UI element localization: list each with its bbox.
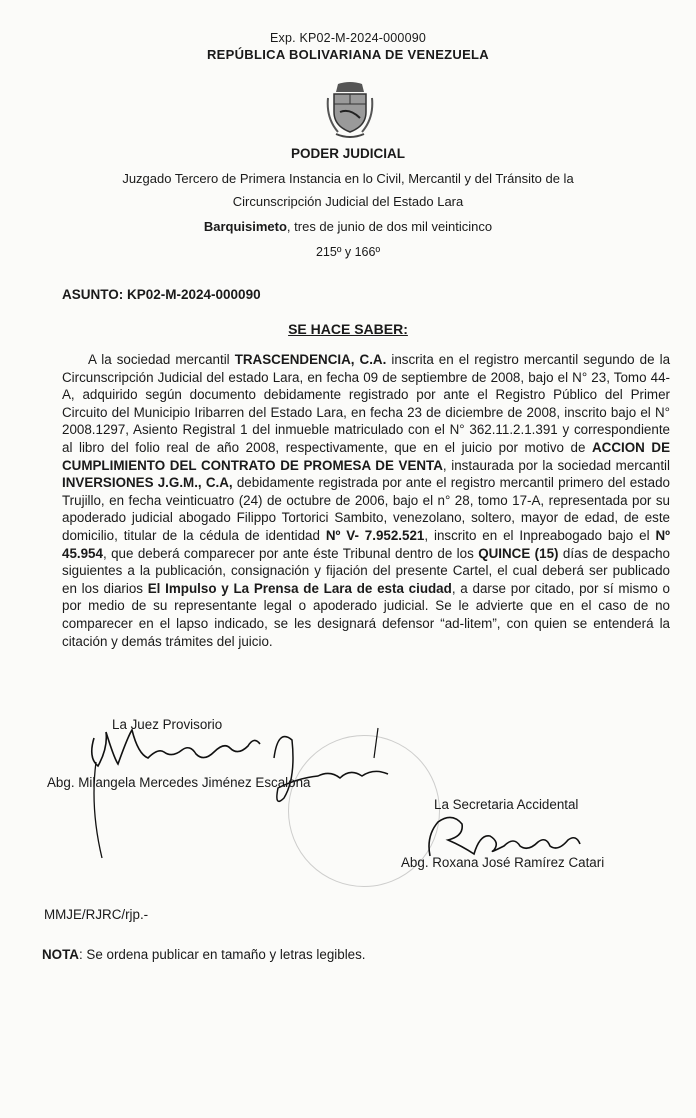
republic-heading: REPÚBLICA BOLIVARIANA DE VENEZUELA	[206, 47, 489, 62]
id-number: Nº V- 7.952.521	[325, 527, 425, 543]
notice-paragraph	[62, 351, 670, 650]
coat-of-arms-icon	[322, 78, 378, 140]
handwritten-signature-icon	[78, 718, 398, 868]
poder-judicial-heading: PODER JUDICIAL	[290, 146, 405, 161]
nota-text: : Se ordena publicar en tamaño y letras legibles.	[78, 947, 366, 962]
judge-title: La Juez Provisorio	[112, 717, 223, 732]
asunto-line: ASUNTO: KP02-M-2024-000090	[62, 287, 261, 302]
judge-name: Abg. Milangela Mercedes Jiménez Escalona	[47, 775, 311, 790]
plaintiff-name: INVERSIONES J.G.M., C.A,	[62, 475, 233, 491]
action-title: ACCION DE CUMPLIMIENTO DEL CONTRATO DE PROMESA DE VENTA	[62, 439, 670, 473]
date-text: , tres de junio de dos mil veinticinco	[286, 219, 493, 234]
se-hace-saber-heading: SE HACE SABER:	[288, 321, 408, 337]
secretary-title: La Secretaria Accidental	[434, 797, 579, 812]
expediente-number: Exp. KP02-M-2024-000090	[269, 31, 427, 45]
body-text-5: , inscrito en el Inpreabogado bajo el	[424, 527, 656, 543]
body-text-3: , instaurada por la sociedad mercantil	[442, 457, 670, 473]
days-count: QUINCE (15)	[478, 545, 559, 561]
body-text-8: , a darse por citado, por sí mismo o por medio de su representante legal o apoderado judicial. Se le advierte que en el caso de no comparecer en el lapso indicado, se les designará defensor “ad-litem”, con quien se entenderá la citación y demás trámites del juicio.	[62, 580, 671, 649]
notice-body	[62, 351, 670, 650]
company-name: TRASCENDENCIA, C.A.	[234, 352, 387, 367]
city-date-line	[0, 219, 696, 234]
city-name: Barquisimeto	[203, 219, 287, 234]
reference-initials: MMJE/RJRC/rjp.-	[44, 907, 149, 922]
nota-line	[42, 947, 366, 962]
body-text-6: , que deberá comparecer por ante éste Tribunal dentro de los	[102, 545, 479, 561]
body-text-2: inscrita en el registro mercantil segundo de la Circunscripción Judicial del estado Lara, en fecha 09 de septiembre de 2008, bajo el N° 23, Tomo 44-A, adquirido según documento debidamente registrado por ante el Registro Público del Primer Circuito del Municipio Iribarren del Estado Lara, en fecha 23 de diciembre de 2008, inscrito bajo el N° 2008.1297, Asiento Registral 1 del inmueble matriculado con el N° 362.11.2.1.391 y correspondiente al libro del folio real de año 2008, respectivamente, que en el juicio por motivo de	[62, 352, 671, 455]
newspapers: El Impulso y La Prensa de Lara de esta ciudad	[147, 580, 452, 596]
body-text-7: días de despacho siguientes a la publicación, consignación y fijación del presente Cartel, el cual deberá ser publicado en los diarios	[62, 545, 670, 596]
nota-label: NOTA	[42, 947, 79, 962]
court-line-1: Juzgado Tercero de Primera Instancia en lo Civil, Mercantil y del Tránsito de la	[122, 171, 574, 186]
folio-years: 215º y 166º	[315, 245, 381, 259]
body-text-4: debidamente registrada por ante el registro mercantil primero del estado Trujillo, en fecha veinticuatro (24) de octubre de 2006, bajo el n° 28, tomo 17-A, representada por su apoderado judicial abogado Filippo Tortorici Sambito, venezolano, soltero, mayor de edad, de este domicilio, titular de la cédula de identidad	[62, 475, 670, 543]
secretary-name: Abg. Roxana José Ramírez Catari	[401, 855, 605, 870]
court-line-2: Circunscripción Judicial del Estado Lara	[232, 194, 464, 209]
inpreabogado-number: Nº 45.954	[62, 527, 670, 561]
body-text-1: A la sociedad mercantil	[88, 352, 235, 367]
